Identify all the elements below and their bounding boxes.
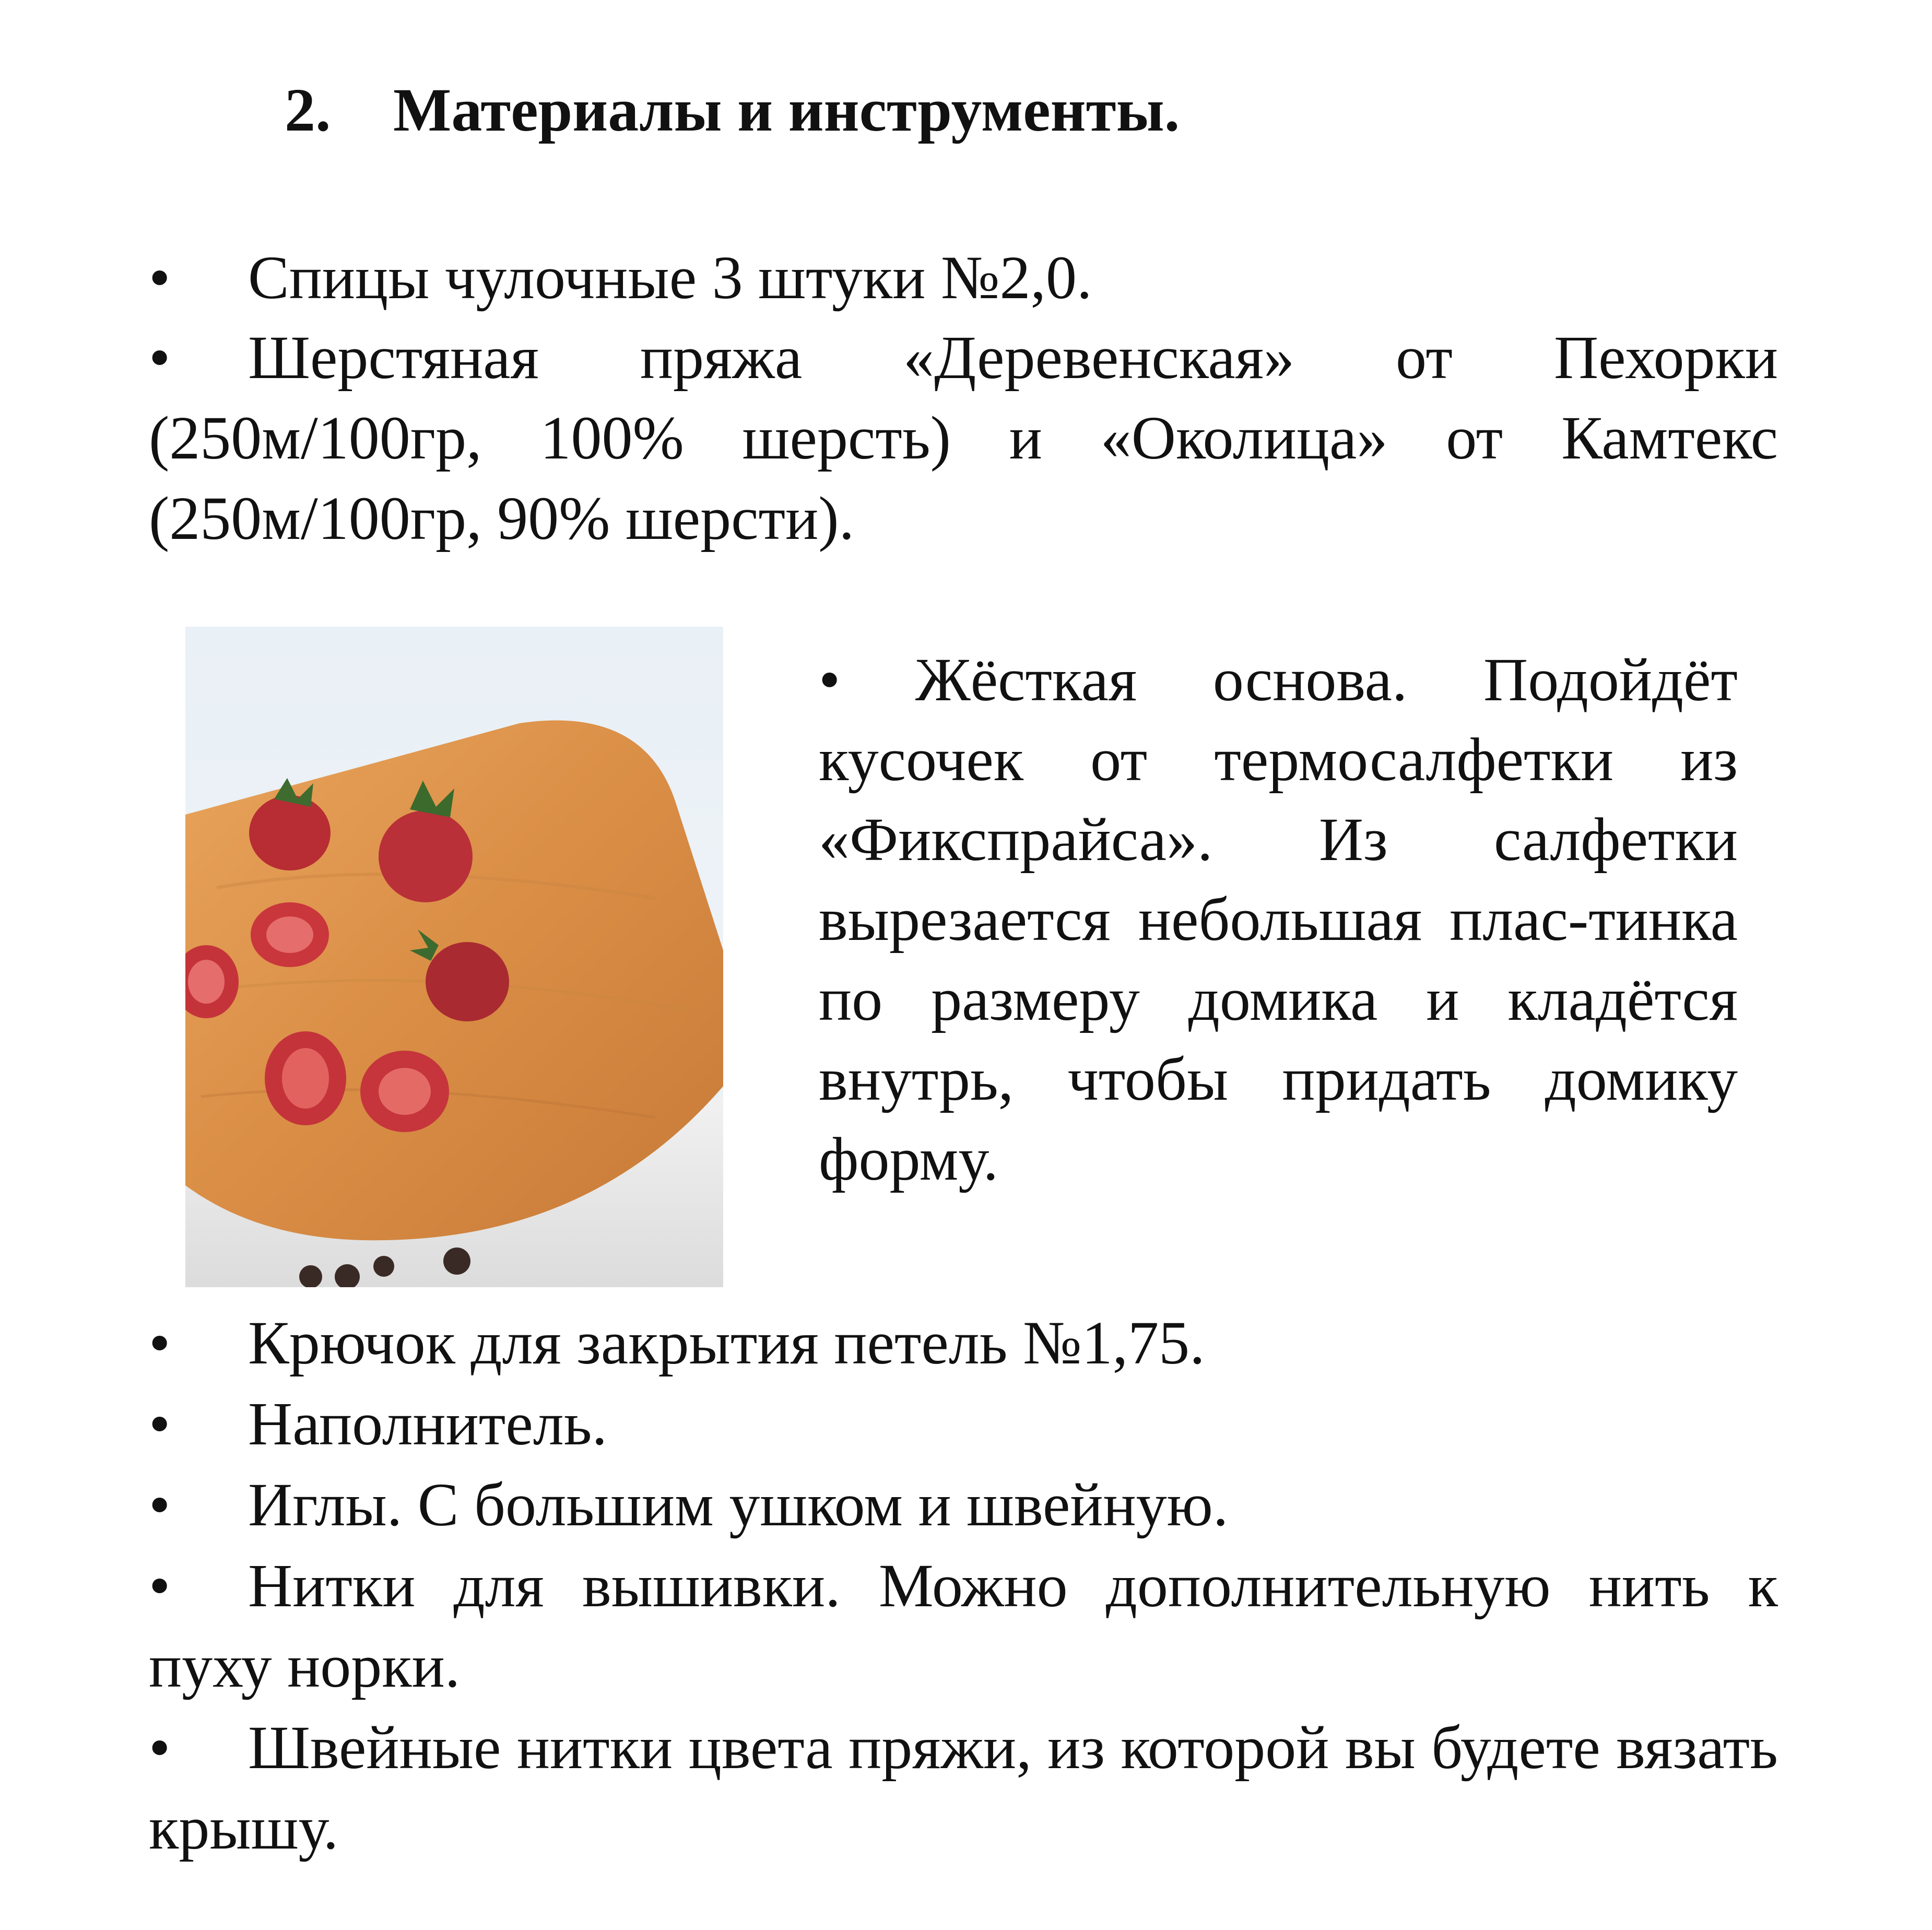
list-item-sewing-needles bbox=[149, 1465, 1778, 1545]
item-text: Спицы чулочные 3 штуки №2,0. bbox=[248, 243, 1092, 312]
bullet-icon: • bbox=[149, 1309, 171, 1377]
photo-cutting-board-strawberries bbox=[185, 627, 723, 1287]
list-item-needles bbox=[149, 238, 1778, 318]
bullet-icon: • bbox=[149, 1390, 171, 1458]
section-number: 2. bbox=[285, 76, 331, 144]
list-item-yarn bbox=[149, 317, 1778, 559]
bullet-icon: • bbox=[819, 645, 841, 714]
list-item-hook bbox=[149, 1303, 1778, 1383]
item-text: Жёсткая основа. Подойдёт кусочек от термосалфетки из «Фикспрайса». Из салфетки вырезается небольшая плас-тинка по размеру домика и кладётся внутрь, чтобы придать домику форму. bbox=[819, 645, 1738, 1193]
bullet-icon: • bbox=[149, 1470, 171, 1539]
bullet-icon: • bbox=[149, 1551, 171, 1620]
list-item-sewing-thread bbox=[149, 1708, 1778, 1868]
bullet-icon: • bbox=[149, 243, 171, 312]
photo-illustration bbox=[185, 627, 723, 1287]
section-title: Материалы и инструменты. bbox=[393, 76, 1180, 144]
bullet-icon: • bbox=[149, 323, 171, 392]
item-text: Шерстяная пряжа «Деревенская» от Пехорки (250м/100гр, 100% шерсть) и «Околица» от Камтекс (250м/100гр, 90% шерсти). bbox=[149, 323, 1778, 552]
strawberry-half-3 bbox=[265, 1031, 346, 1125]
item-text: Швейные нитки цвета пряжи, из которой вы будете вязать крышу. bbox=[149, 1713, 1778, 1862]
item-text: Наполнитель. bbox=[248, 1390, 607, 1458]
item-text: Крючок для закрытия петель №1,75. bbox=[248, 1309, 1205, 1377]
item-text: Нитки для вышивки. Можно дополнительную нить к пуху норки. bbox=[149, 1551, 1778, 1700]
item-text: Иглы. С большим ушком и швейную. bbox=[248, 1470, 1229, 1539]
strawberry-half-4 bbox=[360, 1051, 449, 1132]
list-item-filler bbox=[149, 1384, 1778, 1464]
bullet-icon: • bbox=[149, 1713, 171, 1782]
list-item-base bbox=[819, 640, 1738, 1199]
strawberry-half-1 bbox=[251, 902, 329, 967]
section-heading bbox=[285, 73, 1180, 147]
list-item-embroidery-thread bbox=[149, 1546, 1778, 1707]
